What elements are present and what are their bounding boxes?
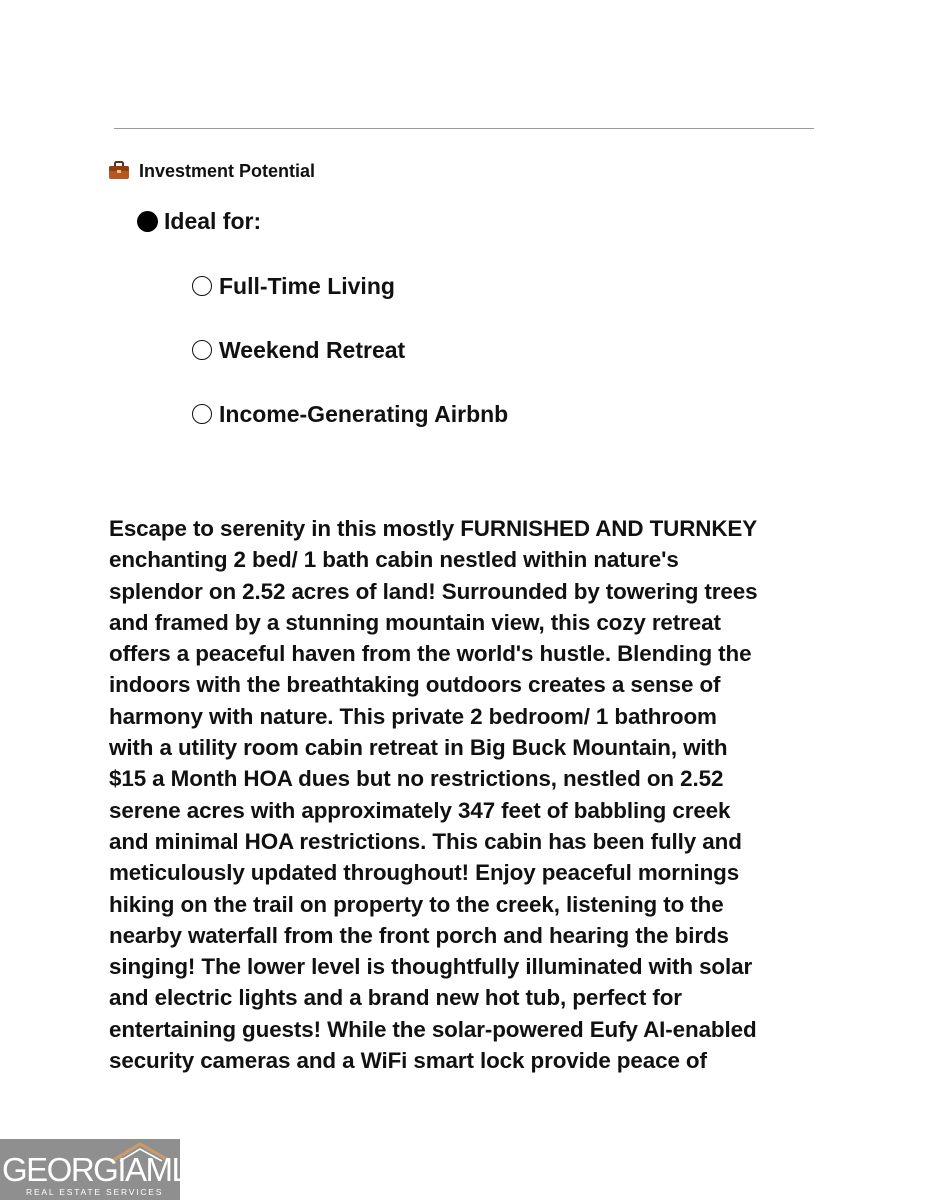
description-line: offers a peaceful haven from the world's hustle. Blending the xyxy=(109,641,752,667)
filled-bullet-icon xyxy=(137,211,158,232)
hollow-bullet-icon xyxy=(192,276,212,296)
logo-word-mls: MLS xyxy=(145,1151,209,1188)
description-line: Escape to serenity in this mostly FURNISHED AND TURNKEY xyxy=(109,516,758,541)
description-line: indoors with the breathtaking outdoors creates a sense of xyxy=(109,672,721,698)
ideal-for-bullet xyxy=(137,207,261,235)
section-heading xyxy=(108,160,315,182)
option-weekend-retreat xyxy=(192,336,405,364)
option-label: Weekend Retreat xyxy=(219,337,406,363)
description-line: meticulously updated throughout! Enjoy peaceful mornings xyxy=(109,860,740,886)
description-line: hiking on the trail on property to the creek, listening to the xyxy=(109,891,724,917)
logo-subtitle: REAL ESTATE SERVICES xyxy=(26,1187,164,1197)
description-line: splendor on 2.52 acres of land! Surrounded by towering trees xyxy=(109,578,758,604)
description-line: and electric lights and a brand new hot tub, perfect for xyxy=(109,985,682,1011)
description-line: serene acres with approximately 347 feet of babbling creek xyxy=(109,797,731,823)
logo-word-georgia: GEORGIA xyxy=(2,1151,146,1188)
description-line: $15 a Month HOA dues but no restrictions, nestled on 2.52 xyxy=(109,766,724,792)
section-divider xyxy=(114,128,814,129)
logo-wordmark xyxy=(2,1153,209,1187)
description-line: with a utility room cabin retreat in Big Buck Mountain, with xyxy=(109,735,728,761)
description-line: harmony with nature. This private 2 bedroom/ 1 bathroom xyxy=(109,703,717,729)
option-label: Income-Generating Airbnb xyxy=(219,401,509,427)
option-full-time-living xyxy=(192,272,395,300)
description-line: entertaining guests! While the solar-powered Eufy AI-enabled xyxy=(109,1016,757,1042)
option-income-airbnb xyxy=(192,400,508,428)
georgia-mls-logo xyxy=(0,1139,209,1200)
description-line: nearby waterfall from the front porch and hearing the birds xyxy=(109,922,729,948)
section-title: Investment Potential xyxy=(139,161,316,181)
description-line: enchanting 2 bed/ 1 bath cabin nestled within nature's xyxy=(109,547,679,573)
description-line: singing! The lower level is thoughtfully illuminated with solar xyxy=(109,954,753,980)
hollow-bullet-icon xyxy=(192,404,212,424)
option-label: Full-Time Living xyxy=(219,273,395,299)
property-description xyxy=(109,513,839,1076)
description-line: and framed by a stunning mountain view, this cozy retreat xyxy=(109,609,721,635)
hollow-bullet-icon xyxy=(192,340,212,360)
briefcase-icon xyxy=(108,160,130,182)
description-line: and minimal HOA restrictions. This cabin has been fully and xyxy=(109,828,742,854)
ideal-for-label: Ideal for: xyxy=(164,208,262,234)
description-line: security cameras and a WiFi smart lock provide peace of xyxy=(109,1048,707,1074)
